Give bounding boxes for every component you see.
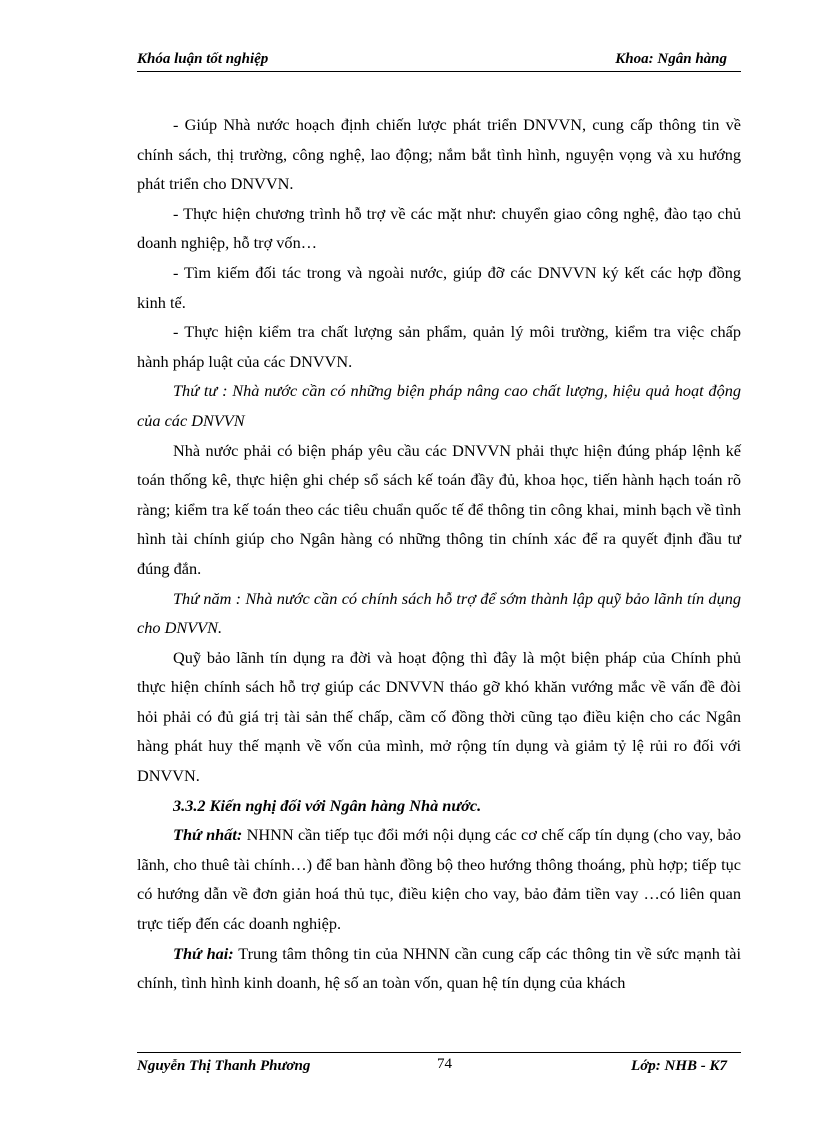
section-heading: 3.3.2 Kiến nghị đối với Ngân hàng Nhà nước. (173, 795, 482, 815)
page-footer (137, 1052, 741, 1079)
paragraph: - Thực hiện kiểm tra chất lượng sản phẩm, quản lý môi trường, kiểm tra việc chấp hành pháp luật của các DNVVN. (137, 322, 741, 371)
paragraph: Quỹ bảo lãnh tín dụng ra đời và hoạt động thì đây là một biện pháp của Chính phủ thực hiện chính sách hỗ trợ giúp các DNVVN tháo gỡ khó khăn vướng mắc về vấn đề đòi hỏi phải có đủ giá trị tài sản thế chấp, cầm cố đồng thời cũng tạo điều kiện cho các Ngân hàng phát huy thế mạnh về vốn của mình, mở rộng tín dụng và giảm tỷ lệ rủi ro đối với DNVVN. (137, 647, 741, 786)
page-body (137, 110, 741, 998)
paragraph: Nhà nước phải có biện pháp yêu cầu các DNVVN phải thực hiện đúng pháp lệnh kế toán thống kê, thực hiện ghi chép sổ sách kế toán đầy đủ, khoa học, tiến hành hạch toán rõ ràng; kiểm tra kế toán theo các tiêu chuẩn quốc tế để thông tin công khai, minh bạch về tình hình tài chính giúp cho Ngân hàng có những thông tin chính xác để ra quyết định đầu tư đúng đắn. (137, 440, 741, 578)
paragraph: - Tìm kiếm đối tác trong và ngoài nước, giúp đỡ các DNVVN ký kết các hợp đồng kinh tế. (137, 262, 741, 312)
footer-author: Nguyễn Thị Thanh Phương (137, 1058, 311, 1074)
paragraph: - Giúp Nhà nước hoạch định chiến lược phát triển DNVVN, cung cấp thông tin về chính sách, thị trường, công nghệ, lao động; nắm bắt tình hình, nguyện vọng và xu hướng phát triển cho DNVVN. (137, 115, 741, 194)
paragraph (137, 939, 741, 998)
paragraph-text: NHNN cần tiếp tục đổi mới nội dụng các cơ chế cấp tín dụng (cho vay, bảo lãnh, cho thuê tài chính…) để ban hành đồng bộ theo hướng thông thoáng, phù hợp; tiếp tục có hướng dẫn về đơn giản hoá thủ tục, điều kiện cho vay, bảo đảm tiền vay …có liên quan trực tiếp đến các doanh nghiệp. (137, 825, 741, 934)
paragraph (137, 820, 741, 938)
page-number: 74 (437, 1056, 452, 1072)
paragraph-italic: Thứ tư : Nhà nước cần có những biện pháp nâng cao chất lượng, hiệu quả hoạt động của các DNVVN (137, 381, 741, 430)
page-header (137, 49, 741, 72)
header-department: Khoa: Ngân hàng (615, 51, 727, 67)
paragraph-text: Trung tâm thông tin của NHNN cần cung cấp các thông tin về sức mạnh tài chính, tình hình kinh doanh, hệ số an toàn vốn, quan hệ tín dụng của khách (137, 943, 741, 993)
paragraph-italic: Thứ năm : Nhà nước cần có chính sách hỗ trợ để sớm thành lập quỹ bảo lãnh tín dụng cho DNVVN. (137, 588, 741, 638)
paragraph-lead: Thứ hai: (173, 943, 234, 963)
header-title: Khóa luận tốt nghiệp (137, 51, 269, 67)
paragraph: - Thực hiện chương trình hỗ trợ về các mặt như: chuyển giao công nghệ, đào tạo chủ doanh nghiệp, hỗ trợ vốn… (137, 203, 741, 253)
footer-class: Lớp: NHB - K7 (631, 1058, 727, 1074)
paragraph-lead: Thứ nhất: (173, 825, 243, 845)
